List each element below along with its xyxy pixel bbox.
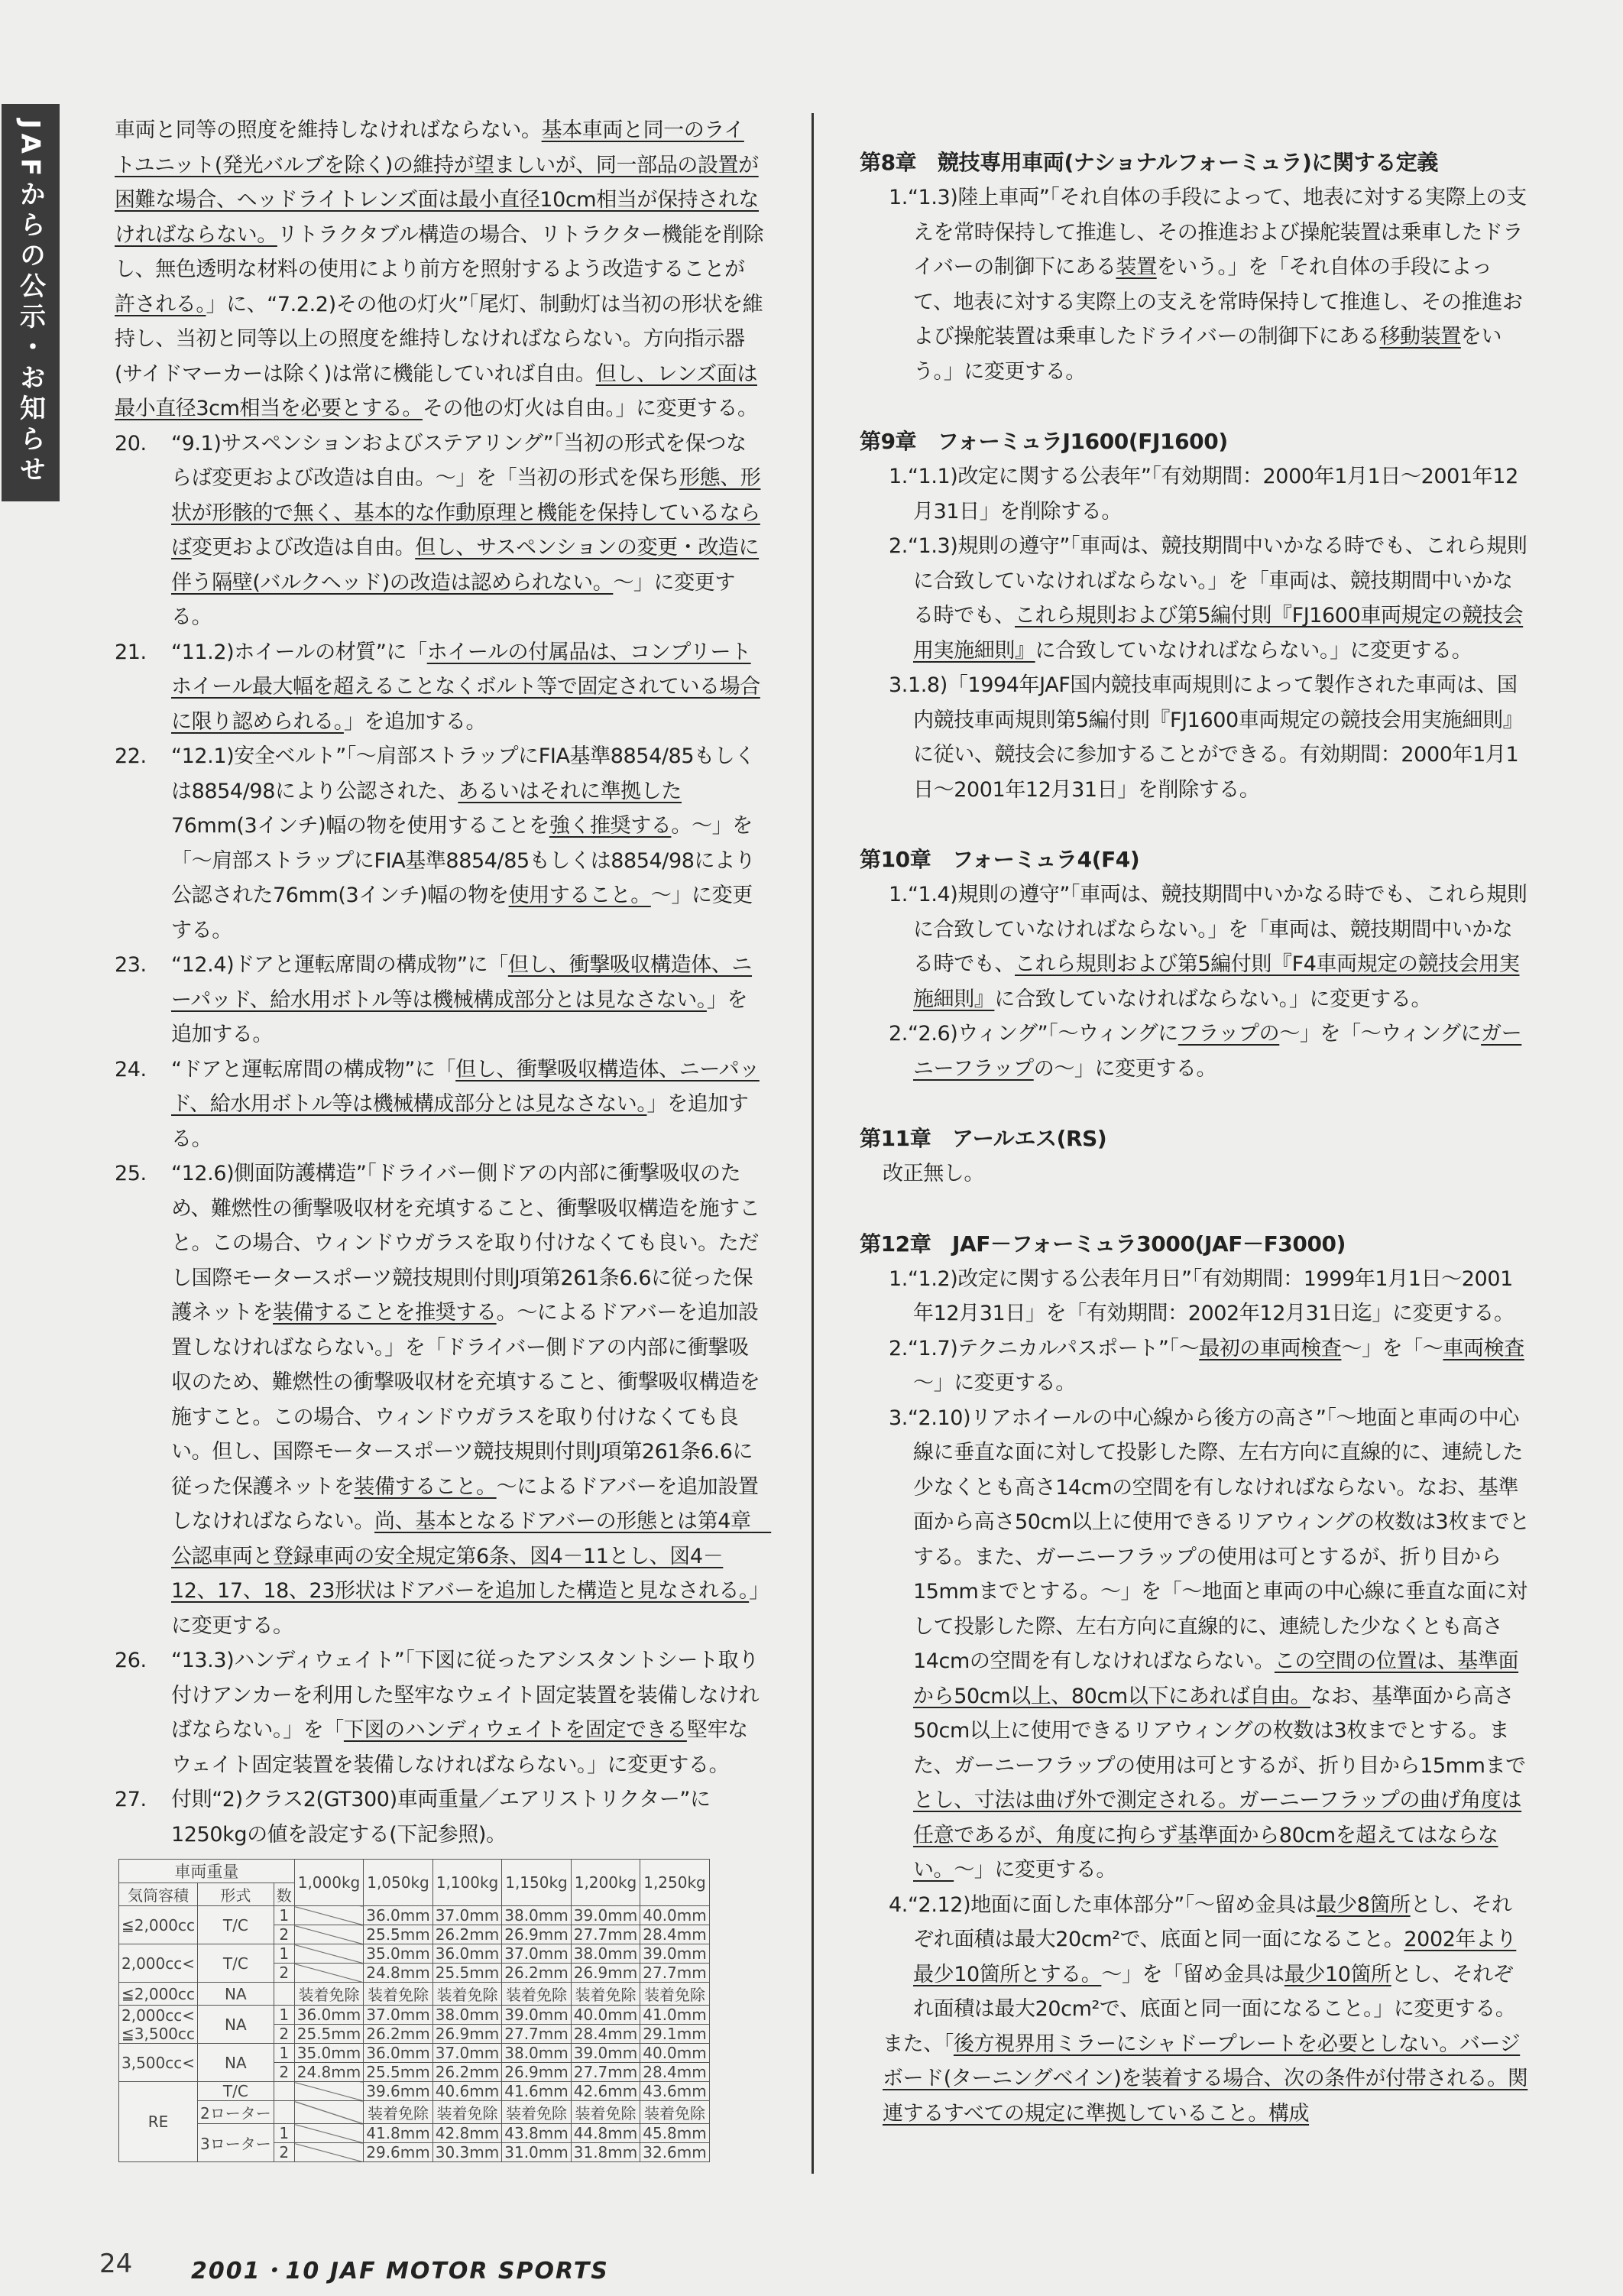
- table-cell: 35.0mm: [294, 2044, 364, 2063]
- table-row: [119, 2082, 710, 2101]
- body-text: “12.6)側面防護構造”「ドライバー側ドアの内部に衝撃吸収のため、難燃性の衝撃吸収材を充填すること、衝撃吸収構造を施すこと。この場合、ウィンドウガラスを取り付けなくても良い。ただし国際モータースポーツ競技規則付則J項第261条6.6に従った保護ネットを: [171, 1162, 760, 1325]
- table-row: [119, 2124, 710, 2143]
- table-cell: 40.0mm: [640, 1906, 710, 1925]
- amended-text: これら規則および第5編付則『FJ1600車両規定の競技会用実施細則』: [913, 604, 1524, 663]
- item-number: 23.: [115, 953, 147, 977]
- body-text: 1.“1.1)改定に関する公表年”「有効期間：2000年1月1日～2001年12月31日」を削除する。: [889, 465, 1518, 524]
- table-cell: 2,000cc<: [119, 1944, 198, 1983]
- table-header-cell: 1,200kg: [571, 1860, 640, 1906]
- table-cell: 3ローター: [198, 2124, 274, 2162]
- table-cell: 26.2mm: [502, 1964, 572, 1983]
- body-text: 2.“1.7)テクニカルパスポート”「～: [889, 1336, 1200, 1360]
- table-cell: 32.6mm: [640, 2143, 710, 2162]
- table-cell: 36.0mm: [364, 2044, 433, 2063]
- rule-item: [860, 877, 1532, 1017]
- rule-item: [115, 739, 764, 948]
- table-cell: 43.6mm: [640, 2082, 710, 2101]
- table-cell: 37.0mm: [432, 1906, 502, 1925]
- table-cell: 39.0mm: [571, 1906, 640, 1925]
- table-cell: 26.9mm: [502, 1925, 572, 1944]
- table-cell: 41.6mm: [502, 2082, 572, 2101]
- body-text: ～」を「～: [1341, 1336, 1443, 1360]
- amended-text: 最初の車両検査: [1199, 1336, 1342, 1360]
- body-text: をいう。」を「それ自体の手段によって、地表に対する実際上の支えを常時保持して推進し、その推進および操舵装置は乗車したドライバーの制御下にある: [913, 255, 1523, 349]
- table-header-row: [119, 1860, 710, 1883]
- table-cell: 29.1mm: [640, 2025, 710, 2044]
- body-text: 」に変更する。: [171, 1579, 760, 1638]
- body-text: 付則“2)クラス2(GT300)車両重量／エアリストリクター”に1250kgの値を設定する(下記参照)。: [171, 1788, 711, 1847]
- table-cell: 27.7mm: [502, 2025, 572, 2044]
- table-cell: T/C: [198, 1944, 274, 1983]
- body-text: 3.“2.10)リアホイールの中心線から後方の高さ”「～地面と車両の中心線に垂直な面に対して投影した際、左右方向に直線的に、連続した少なくとも高さ14cmの空間を有しなければならない。なお、基準面から高さ50cm以上に使用できるリアウィングの枚数は3枚までとする。また、ガーニーフラップの使用は可とするが、折り目から15mmまでとする。～」を「～地面と車両の中心線に垂直な面に対して投影した際、左右方向に直線的に、連続した少なくとも高さ14cmの空間を有しなければならない。: [889, 1406, 1530, 1673]
- table-empty-cell: [294, 2124, 364, 2143]
- restrictor-table: [118, 1859, 710, 2162]
- amended-text: 強く推奨する: [549, 814, 672, 838]
- table-cell: 1: [274, 2044, 294, 2063]
- table-cell: 25.5mm: [294, 2025, 364, 2044]
- table-cell: 31.8mm: [571, 2143, 640, 2162]
- chapter-heading: 第8章 競技専用車両(ナショナルフォーミュラ)に関する定義: [860, 150, 1438, 175]
- body-text: 」を追加する。: [171, 987, 748, 1046]
- body-text: 76mm(3インチ)幅の物を使用することを: [171, 814, 549, 838]
- body-text: ～」を「留め金具は: [1101, 1962, 1284, 1986]
- table-row: [119, 1906, 710, 1925]
- amended-text: 移動装置: [1379, 325, 1461, 349]
- rule-item: [115, 948, 764, 1052]
- rule-item: [860, 668, 1532, 807]
- rule-item: [115, 1156, 772, 1643]
- table-cell: 2: [274, 2025, 294, 2044]
- amended-text: とし、寸法は曲げ外で測定される。ガーニーフラップの曲げ角度は任意であるが、角度に拘らず基準面から80cmを超えてはならない。: [913, 1788, 1522, 1882]
- table-cell: 38.0mm: [502, 1906, 572, 1925]
- table-cell: 37.0mm: [432, 2044, 502, 2063]
- table-row: [119, 2101, 710, 2124]
- body-text: をいう。」に変更する。: [913, 325, 1502, 384]
- body-text: リトラクタブル構造の場合、リトラクター機能を削除し、無色透明な材料の使用により前方を照射するよう改造することが: [115, 222, 764, 281]
- amended-text: ホイールの付属品は、コンプリートホイール最大幅を超えることなくボルト等で固定されている場合に限り認められる。: [171, 640, 760, 734]
- magazine-title: 2001・10 JAF MOTOR SPORTS: [191, 2258, 609, 2285]
- amended-text: 基本車両と同一のライトユニット(発光バルブを除く)の維持が望ましいが、同一部品の設置が困難な場合、ヘッドライトレンズ面は最小直径10cm相当が保持されなければならない。: [115, 118, 760, 247]
- body-text: に合致していなければならない。」に変更する。: [1035, 638, 1472, 663]
- body-text: 2.“2.6)ウィング”「～ウィングに: [889, 1022, 1178, 1046]
- table-cell: 2ローター: [198, 2101, 274, 2124]
- right-column: [860, 145, 1532, 2131]
- amended-text: 装置: [1116, 255, 1157, 279]
- table-cell: 39.0mm: [571, 2044, 640, 2063]
- table-cell: 40.0mm: [640, 2044, 710, 2063]
- table-cell: 44.8mm: [571, 2124, 640, 2143]
- table-cell: ≦2,000cc: [119, 1983, 198, 2006]
- amended-text: 尚、基本となるドアバーの形態とは第4章 公認車両と登録車両の安全規定第6条、図4－11とし、図4－12、17、18、23形状はドアバーを追加した構造と見なされる。: [171, 1510, 772, 1603]
- table-cell: NA: [198, 2006, 274, 2044]
- table-cell: 25.5mm: [432, 1964, 502, 1983]
- table-cell: 26.2mm: [432, 1925, 502, 1944]
- table-cell: 1: [274, 2006, 294, 2025]
- table-cell: 2: [274, 2143, 294, 2162]
- table-cell: 31.0mm: [502, 2143, 572, 2162]
- table-row: [119, 2006, 710, 2025]
- chapter-heading: 第10章 フォーミュラ4(F4): [860, 847, 1140, 872]
- table-cell: [274, 1983, 294, 2006]
- table-cell: 装着免除: [502, 1983, 572, 2006]
- body-text: 。～によるドアバーを追加設置しなければならない。」を「ドライバー側ドアの内部に衝撃吸収のため、難燃性の衝撃吸収材を充填すること、衝撃吸収構造を施すこと。この場合、ウィンドウガラスを取り付けなくても良い。但し、国際モータースポーツ競技規則付則J項第261条6.6に従った保護ネットを: [171, 1301, 760, 1499]
- table-cell: 45.8mm: [640, 2124, 710, 2143]
- rule-item: [860, 1331, 1532, 1401]
- body-text: なお、基準面から高さ50cm以上に使用できるリアウィングの枚数は3枚までとする。また、ガーニーフラップの使用は可とするが、折り目から15mmまで: [913, 1684, 1526, 1778]
- table-empty-cell: [294, 2082, 364, 2101]
- table-cell: 42.6mm: [571, 2082, 640, 2101]
- table-empty-cell: [294, 1944, 364, 1964]
- table-cell: 26.9mm: [571, 1964, 640, 1983]
- table-cell: 2,000cc< ≦3,500cc: [119, 2006, 198, 2044]
- item-number: 27.: [115, 1788, 147, 1811]
- table-empty-cell: [294, 2143, 364, 2162]
- table-cell: 28.4mm: [640, 1925, 710, 1944]
- table-cell: 2: [274, 1925, 294, 1944]
- section-gap: [860, 389, 1532, 424]
- body-text: 堅牢なウェイト固定装置を装備しなければならない。」に変更する。: [171, 1718, 748, 1777]
- rule-item: [115, 635, 764, 740]
- table-cell: 38.0mm: [432, 2006, 502, 2025]
- rule-item: [115, 1782, 764, 1852]
- body-text: “12.1)安全ベルト”「～肩部ストラップにFIA基準8854/85もしくは8854/98により公認された、: [171, 744, 755, 803]
- body-text: 変更および改造は自由。: [191, 536, 416, 559]
- body-text: “12.4)ドアと運転席間の構成物”に「: [171, 953, 508, 977]
- table-cell: 39.6mm: [364, 2082, 433, 2101]
- indented-paragraph: 改正無し。: [883, 1162, 984, 1185]
- table-cell: 39.0mm: [502, 2006, 572, 2025]
- chapter-heading: 第12章 JAF－フォーミュラ3000(JAF－F3000): [860, 1231, 1346, 1257]
- chapter-heading: 第9章 フォーミュラJ1600(FJ1600): [860, 429, 1228, 454]
- section-gap: [860, 807, 1532, 842]
- section-tab: [2, 104, 60, 501]
- body-text: “13.3)ハンディウェイト”「下図に従ったアシスタントシート取り付けアンカーを利用した堅牢なウェイト固定装置を装備しなければならない。」を「: [171, 1649, 760, 1742]
- table-cell: 27.7mm: [640, 1964, 710, 1983]
- left-item-list: [115, 426, 772, 1853]
- item-number: 25.: [115, 1162, 147, 1185]
- table-cell: 装着免除: [364, 1983, 433, 2006]
- table-cell: 装着免除: [432, 1983, 502, 2006]
- body-text: 1.“1.4)規則の遵守”「車両は、競技期間中いかなる時でも、これら規則に合致していなければならない。」を「車両は、競技期間中いかなる時でも、: [889, 883, 1527, 976]
- table-cell: 41.8mm: [364, 2124, 433, 2143]
- body-text: その他の灯火は自由。」に変更する。: [422, 397, 758, 420]
- table-cell: [274, 2101, 294, 2124]
- body-text: 」を追加する。: [171, 1092, 749, 1151]
- table-header-cell: 1,250kg: [640, 1860, 710, 1906]
- rule-item: [860, 180, 1532, 389]
- table-cell: 1: [274, 2124, 294, 2143]
- amended-text: フラップの: [1178, 1022, 1280, 1046]
- body-text: また、「: [883, 2032, 954, 2056]
- table-cell: 39.0mm: [640, 1944, 710, 1964]
- body-text: ～によるドアバーを追加設置しなければならない。: [171, 1474, 759, 1533]
- table-cell: 41.0mm: [640, 2006, 710, 2025]
- table-header-cell: 1,100kg: [432, 1860, 502, 1906]
- table-row: [119, 1944, 710, 1964]
- table-cell: 30.3mm: [432, 2143, 502, 2162]
- item-number: 21.: [115, 640, 147, 664]
- table-cell: 29.6mm: [364, 2143, 433, 2162]
- table-cell: 1: [274, 1944, 294, 1964]
- table-empty-cell: [294, 2101, 364, 2124]
- table-header-cell: 1,050kg: [364, 1860, 433, 1906]
- item-number: 26.: [115, 1649, 147, 1672]
- table-empty-cell: [294, 1925, 364, 1944]
- table-cell: 装着免除: [432, 2101, 502, 2124]
- table-row: [119, 1983, 710, 2006]
- rule-item: [860, 1262, 1532, 1331]
- table-cell: 装着免除: [640, 1983, 710, 2006]
- table-cell: 40.0mm: [571, 2006, 640, 2025]
- table-cell: T/C: [198, 2082, 274, 2101]
- table-row: [119, 2044, 710, 2063]
- table-header-cell: 形式: [198, 1883, 274, 1906]
- body-text: 2.“1.3)規則の遵守”「車両は、競技期間中いかなる時でも、これら規則に合致していなければならない。」を「車両は、競技期間中いかなる時でも、: [889, 534, 1527, 628]
- body-text: に合致していなければならない。」に変更する。: [994, 987, 1432, 1011]
- table-cell: 26.9mm: [502, 2063, 572, 2082]
- table-cell: 43.8mm: [502, 2124, 572, 2143]
- table-cell: 装着免除: [294, 1983, 364, 2006]
- item-number: 22.: [115, 744, 147, 768]
- page-footer: [0, 2249, 764, 2285]
- body-text: ～」に変更する。: [171, 570, 735, 629]
- table-empty-cell: [294, 1964, 364, 1983]
- table-cell: 1: [274, 1906, 294, 1925]
- section-gap: [860, 1192, 1532, 1227]
- table-cell: 装着免除: [502, 2101, 572, 2124]
- body-text: ～」に変更する。: [954, 1858, 1117, 1882]
- column-divider: [812, 113, 814, 2174]
- table-cell: ≦2,000cc: [119, 1906, 198, 1944]
- item-number: 24.: [115, 1057, 147, 1082]
- rule-item: [115, 1643, 764, 1782]
- left-intro-paragraph: [115, 113, 764, 426]
- table-header-cell: 1,000kg: [294, 1860, 364, 1906]
- table-cell: [274, 2082, 294, 2101]
- amended-text: 但し、衝撃吸収構造体、ニーパッド、給水用ボトル等は機械構成部分とは見なさない。: [171, 1057, 760, 1116]
- table-cell: NA: [198, 2044, 274, 2082]
- rule-item: [860, 529, 1532, 668]
- table-cell: 40.6mm: [432, 2082, 502, 2101]
- table-cell: 38.0mm: [502, 2044, 572, 2063]
- table-cell: 26.2mm: [364, 2025, 433, 2044]
- table-cell: 36.0mm: [294, 2006, 364, 2025]
- amended-text: 形態、形状が形骸的で無く、基本的な作動原理と機能を保持しているならば: [171, 466, 761, 559]
- table-cell: 26.2mm: [432, 2063, 502, 2082]
- table-cell: 42.8mm: [432, 2124, 502, 2143]
- amended-text: 但し、レンズ面は最小直径3cm相当を必要とする。: [115, 362, 757, 420]
- table-cell: 装着免除: [640, 2101, 710, 2124]
- table-cell: 装着免除: [571, 1983, 640, 2006]
- table-cell: 27.7mm: [571, 2063, 640, 2082]
- rule-item: [860, 459, 1532, 529]
- amended-text: 使用すること。: [508, 884, 651, 907]
- body-text: “9.1)サスペンションおよびステアリング”「当初の形式を保つならば変更および改造は自由。～」を「当初の形式を保ち: [171, 431, 747, 490]
- table-header-cell: 車両重量: [119, 1860, 295, 1883]
- amended-text: 後方視界用ミラーにシャドープレートを必要としない。バージボード(ターニングベイン)を装着する場合、次の条件が付帯される。関連するすべての規定に準拠していること。構成: [883, 2032, 1528, 2126]
- amended-text: 最少8箇所: [1316, 1892, 1411, 1917]
- item-number: 20.: [115, 431, 147, 456]
- table-cell: 28.4mm: [640, 2063, 710, 2082]
- table-cell: 25.5mm: [364, 2063, 433, 2082]
- table-cell: 25.5mm: [364, 1925, 433, 1944]
- table-cell: NA: [198, 1983, 274, 2006]
- amended-text: ガーニーフラップ: [913, 1022, 1522, 1081]
- amended-text: 最少10箇所: [1284, 1962, 1391, 1986]
- body-text: ～」に変更する。: [913, 1371, 1076, 1395]
- table-cell: 3,500cc<: [119, 2044, 198, 2082]
- rule-item: [860, 1888, 1532, 2027]
- amended-text: 2002年より最少10箇所とする。: [913, 1928, 1517, 1986]
- body-text: 1.“1.3)陸上車両”「それ自体の手段によって、地表に対する実際上の支えを常時保持して推進し、その推進および操舵装置は乗車したドライバーの制御下にある: [889, 186, 1527, 279]
- amended-text: あるいはそれに準拠した: [458, 779, 682, 803]
- table-cell: 37.0mm: [502, 1944, 572, 1964]
- body-text: 。～」を「～肩部ストラップにFIA基準8854/85もしくは8854/98により公認された76mm(3インチ)幅の物を: [171, 814, 756, 907]
- table-header-cell: 数: [274, 1883, 294, 1906]
- section-gap: [860, 1086, 1532, 1121]
- section-tab-label: JAFからの公示・お知らせ: [15, 118, 46, 487]
- body-text: “11.2)ホイールの材質”に「: [171, 640, 427, 664]
- amended-text: 但し、衝撃吸収構造体、ニーパッド、給水用ボトル等は機械構成部分とは見なさない。: [171, 953, 753, 1012]
- table-cell: 36.0mm: [364, 1906, 433, 1925]
- body-text: の～」に変更する。: [1033, 1056, 1217, 1081]
- rule-item: [115, 426, 764, 635]
- amended-text: この空間の位置は、基準面から50cm以上、80cm以下にあれば自由。: [913, 1649, 1519, 1708]
- table-cell: 26.9mm: [432, 2025, 502, 2044]
- rule-item: [860, 1017, 1532, 1086]
- table-cell: 2: [274, 1964, 294, 1983]
- page-number: 24: [99, 2249, 133, 2279]
- body-text: 車両と同等の照度を維持しなければならない。: [115, 118, 542, 142]
- body-text: とし、それぞれ面積は最大20cm²で、底面と同一面になること。」に変更する。: [913, 1962, 1516, 2021]
- body-text: とし、それぞれ面積は最大20cm²で、底面と同一面になること。: [913, 1892, 1512, 1951]
- table-cell: 装着免除: [364, 2101, 433, 2124]
- body-text: 」を追加する。: [343, 709, 487, 734]
- body-text: ～」を「～ウィングに: [1279, 1022, 1482, 1046]
- amended-text: 許される。: [115, 292, 206, 316]
- table-header-cell: 気筒容積: [119, 1883, 198, 1906]
- table-header-cell: 1,150kg: [502, 1860, 572, 1906]
- chapter-heading: 第11章 アールエス(RS): [860, 1126, 1107, 1151]
- amended-text: これら規則および第5編付則『F4車両規定の競技会用実施細則』: [913, 952, 1520, 1011]
- table-empty-cell: [294, 1906, 364, 1925]
- amended-text: 装備すること。: [354, 1474, 497, 1499]
- body-text: 」に、“7.2.2)その他の灯火”「尾灯、制動灯は当初の形状を維持し、当初と同等以上の照度を維持しなければならない。方向指示器(サイドマーカーは除く)は常に機能していれば自由。: [115, 292, 763, 386]
- body-text: ～」に変更する。: [171, 884, 753, 942]
- table-cell: 35.0mm: [364, 1944, 433, 1964]
- rule-item: [115, 1052, 764, 1157]
- table-cell: 28.4mm: [571, 2025, 640, 2044]
- indented-paragraph: [860, 2027, 1532, 2132]
- amended-text: 下図のハンディウェイトを固定できる: [343, 1718, 687, 1742]
- amended-text: 車両検査: [1443, 1336, 1524, 1360]
- rule-item: [860, 1401, 1532, 1888]
- table-cell: 36.0mm: [432, 1944, 502, 1964]
- table-cell: 27.7mm: [571, 1925, 640, 1944]
- table-cell: RE: [119, 2082, 198, 2162]
- table-cell: 37.0mm: [364, 2006, 433, 2025]
- table-cell: 装着免除: [571, 2101, 640, 2124]
- left-column: [115, 113, 772, 1852]
- table-cell: 24.8mm: [294, 2063, 364, 2082]
- table-cell: 2: [274, 2063, 294, 2082]
- table-cell: 38.0mm: [571, 1944, 640, 1964]
- amended-text: 但し、サスペンションの変更・改造に伴う隔壁(バルクヘッド)の改造は認められない。: [171, 536, 760, 595]
- body-text: 3.1.8)「1994年JAF国内競技車両規則によって製作された車両は、国内競技車両規則第5編付則『FJ1600車両規定の競技会用実施細則』に従い、競技会に参加することができる。有効期間：2000年1月1日～2001年12月31日」を削除する。: [889, 673, 1524, 802]
- amended-text: 装備することを推奨する: [273, 1301, 497, 1325]
- body-text: “ドアと運転席間の構成物”に「: [171, 1057, 456, 1082]
- body-text: 4.“2.12)地面に面した車体部分”「～留め金具は: [889, 1892, 1317, 1917]
- body-text: 1.“1.2)改定に関する公表年月日”「有効期間：1999年1月1日～2001年12月31日」を「有効期間：2002年12月31日迄」に変更する。: [889, 1266, 1514, 1325]
- table-cell: 24.8mm: [364, 1964, 433, 1983]
- table-cell: T/C: [198, 1906, 274, 1944]
